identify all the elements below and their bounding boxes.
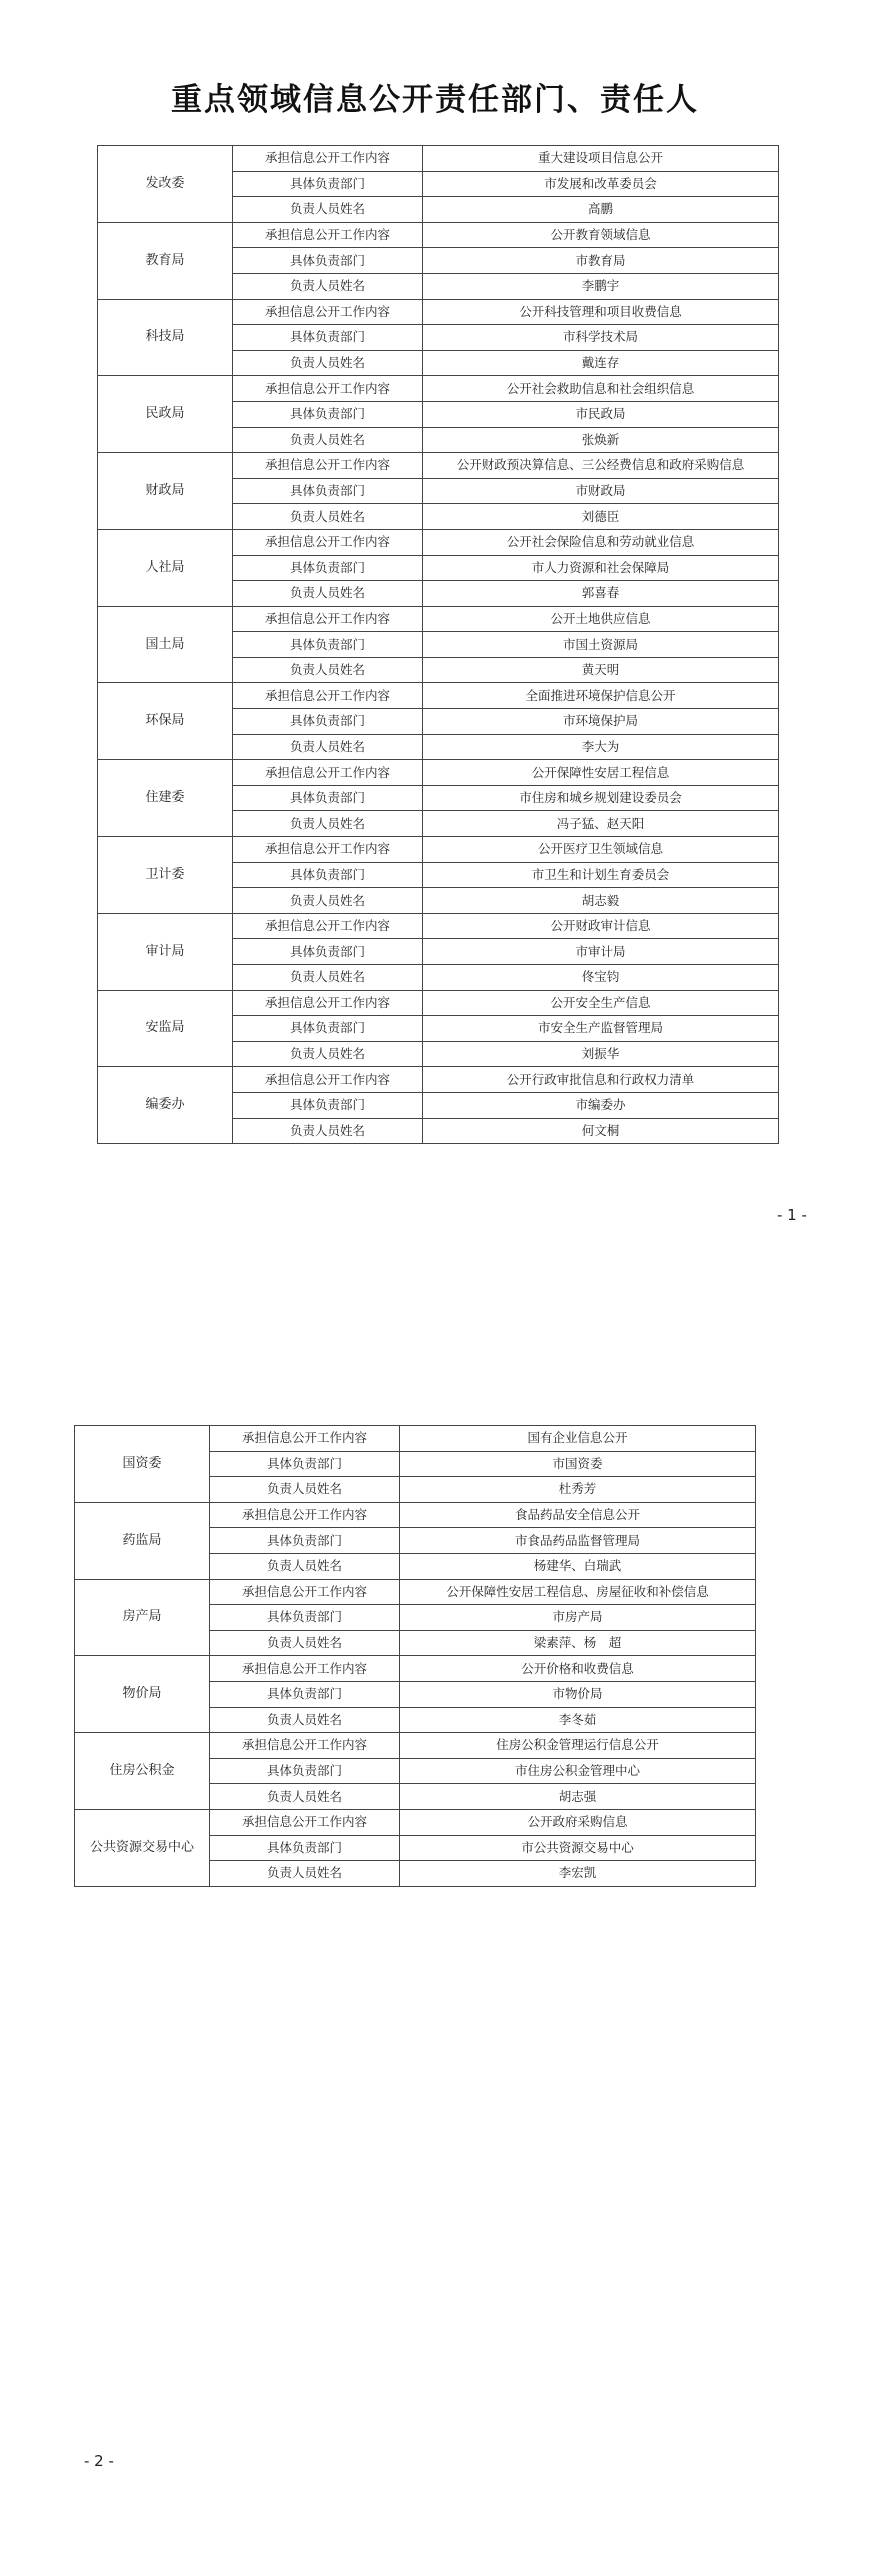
row-label-cell: 具体负责部门	[210, 1605, 400, 1631]
person-value-cell: 冯子猛、赵天阳	[423, 811, 779, 837]
row-label-cell: 承担信息公开工作内容	[233, 1067, 423, 1093]
responsibility-table-page-2	[74, 1425, 756, 1887]
person-value-cell: 胡志强	[400, 1784, 756, 1810]
department-value-cell: 市编委办	[423, 1092, 779, 1118]
row-label-cell: 具体负责部门	[233, 555, 423, 581]
content-value-cell: 公开财政预决算信息、三公经费信息和政府采购信息	[423, 453, 779, 479]
row-label-cell: 具体负责部门	[233, 1092, 423, 1118]
row-label-cell: 负责人员姓名	[233, 581, 423, 607]
page-number: - 2 -	[84, 2452, 114, 2470]
row-label-cell: 承担信息公开工作内容	[210, 1656, 400, 1682]
row-label-cell: 具体负责部门	[233, 171, 423, 197]
department-name-cell: 编委办	[98, 1067, 233, 1144]
table-row	[75, 1809, 756, 1835]
row-label-cell: 承担信息公开工作内容	[233, 683, 423, 709]
department-value-cell: 市房产局	[400, 1605, 756, 1631]
content-value-cell: 公开医疗卫生领域信息	[423, 837, 779, 863]
row-label-cell: 具体负责部门	[233, 632, 423, 658]
department-name-cell: 住建委	[98, 760, 233, 837]
department-name-cell: 药监局	[75, 1502, 210, 1579]
row-label-cell: 负责人员姓名	[233, 1118, 423, 1144]
row-label-cell: 承担信息公开工作内容	[233, 913, 423, 939]
row-label-cell: 负责人员姓名	[233, 273, 423, 299]
department-value-cell: 市人力资源和社会保障局	[423, 555, 779, 581]
page-number: - 1 -	[777, 1206, 807, 1224]
content-value-cell: 公开财政审计信息	[423, 913, 779, 939]
row-label-cell: 具体负责部门	[210, 1681, 400, 1707]
row-label-cell: 承担信息公开工作内容	[233, 990, 423, 1016]
row-label-cell: 承担信息公开工作内容	[210, 1733, 400, 1759]
person-value-cell: 刘德臣	[423, 504, 779, 530]
content-value-cell: 重大建设项目信息公开	[423, 146, 779, 172]
row-label-cell: 负责人员姓名	[233, 197, 423, 223]
row-label-cell: 具体负责部门	[233, 401, 423, 427]
person-value-cell: 李大为	[423, 734, 779, 760]
row-label-cell: 负责人员姓名	[233, 657, 423, 683]
department-name-cell: 国资委	[75, 1426, 210, 1503]
content-value-cell: 公开保障性安居工程信息	[423, 760, 779, 786]
document-title: 重点领域信息公开责任部门、责任人	[171, 82, 699, 118]
table-row	[98, 146, 779, 172]
person-value-cell: 何文桐	[423, 1118, 779, 1144]
table-row	[98, 913, 779, 939]
person-value-cell: 梁素萍、杨 超	[400, 1630, 756, 1656]
row-label-cell: 负责人员姓名	[233, 734, 423, 760]
table-row	[98, 990, 779, 1016]
row-label-cell: 承担信息公开工作内容	[210, 1579, 400, 1605]
content-value-cell: 食品药品安全信息公开	[400, 1502, 756, 1528]
content-value-cell: 公开行政审批信息和行政权力清单	[423, 1067, 779, 1093]
department-name-cell: 人社局	[98, 529, 233, 606]
row-label-cell: 具体负责部门	[233, 325, 423, 351]
department-name-cell: 环保局	[98, 683, 233, 760]
table-row	[75, 1656, 756, 1682]
department-name-cell: 房产局	[75, 1579, 210, 1656]
row-label-cell: 具体负责部门	[233, 709, 423, 735]
table-row	[75, 1579, 756, 1605]
table-row	[98, 299, 779, 325]
row-label-cell: 承担信息公开工作内容	[233, 376, 423, 402]
row-label-cell: 承担信息公开工作内容	[210, 1502, 400, 1528]
row-label-cell: 具体负责部门	[233, 478, 423, 504]
table-row	[98, 837, 779, 863]
department-value-cell: 市科学技术局	[423, 325, 779, 351]
row-label-cell: 负责人员姓名	[233, 504, 423, 530]
row-label-cell: 具体负责部门	[233, 1016, 423, 1042]
department-value-cell: 市国资委	[400, 1451, 756, 1477]
row-label-cell: 负责人员姓名	[233, 811, 423, 837]
department-name-cell: 教育局	[98, 222, 233, 299]
department-value-cell: 市食品药品监督管理局	[400, 1528, 756, 1554]
department-value-cell: 市环境保护局	[423, 709, 779, 735]
row-label-cell: 具体负责部门	[210, 1528, 400, 1554]
page-2	[0, 1230, 870, 2557]
content-value-cell: 公开科技管理和项目收费信息	[423, 299, 779, 325]
person-value-cell: 李宏凯	[400, 1861, 756, 1887]
department-value-cell: 市民政局	[423, 401, 779, 427]
row-label-cell: 承担信息公开工作内容	[233, 453, 423, 479]
responsibility-table-page-1	[97, 145, 779, 1144]
row-label-cell: 承担信息公开工作内容	[233, 222, 423, 248]
department-value-cell: 市公共资源交易中心	[400, 1835, 756, 1861]
department-name-cell: 国土局	[98, 606, 233, 683]
table-row	[98, 606, 779, 632]
department-name-cell: 公共资源交易中心	[75, 1809, 210, 1886]
table-row	[98, 453, 779, 479]
person-value-cell: 黄天明	[423, 657, 779, 683]
department-name-cell: 住房公积金	[75, 1733, 210, 1810]
row-label-cell: 具体负责部门	[210, 1835, 400, 1861]
content-value-cell: 国有企业信息公开	[400, 1426, 756, 1452]
department-name-cell: 安监局	[98, 990, 233, 1067]
department-value-cell: 市发展和改革委员会	[423, 171, 779, 197]
content-value-cell: 公开保障性安居工程信息、房屋征收和补偿信息	[400, 1579, 756, 1605]
person-value-cell: 杨建华、白瑞武	[400, 1553, 756, 1579]
row-label-cell: 承担信息公开工作内容	[233, 529, 423, 555]
row-label-cell: 承担信息公开工作内容	[210, 1809, 400, 1835]
person-value-cell: 胡志毅	[423, 888, 779, 914]
row-label-cell: 承担信息公开工作内容	[233, 299, 423, 325]
department-value-cell: 市住房公积金管理中心	[400, 1758, 756, 1784]
person-value-cell: 张焕新	[423, 427, 779, 453]
person-value-cell: 刘振华	[423, 1041, 779, 1067]
row-label-cell: 具体负责部门	[233, 939, 423, 965]
person-value-cell: 李冬茹	[400, 1707, 756, 1733]
department-value-cell: 市卫生和计划生育委员会	[423, 862, 779, 888]
person-value-cell: 李鹏宇	[423, 273, 779, 299]
row-label-cell: 负责人员姓名	[233, 888, 423, 914]
person-value-cell: 高鹏	[423, 197, 779, 223]
row-label-cell: 具体负责部门	[210, 1758, 400, 1784]
row-label-cell: 具体负责部门	[233, 248, 423, 274]
content-value-cell: 公开社会救助信息和社会组织信息	[423, 376, 779, 402]
department-name-cell: 卫计委	[98, 837, 233, 914]
content-value-cell: 公开政府采购信息	[400, 1809, 756, 1835]
table-row	[98, 529, 779, 555]
department-name-cell: 发改委	[98, 146, 233, 223]
department-value-cell: 市安全生产监督管理局	[423, 1016, 779, 1042]
content-value-cell: 公开社会保险信息和劳动就业信息	[423, 529, 779, 555]
department-value-cell: 市住房和城乡规划建设委员会	[423, 785, 779, 811]
person-value-cell: 郭喜春	[423, 581, 779, 607]
row-label-cell: 负责人员姓名	[233, 350, 423, 376]
table-row	[75, 1502, 756, 1528]
table-row	[75, 1733, 756, 1759]
department-value-cell: 市物价局	[400, 1681, 756, 1707]
row-label-cell: 承担信息公开工作内容	[233, 146, 423, 172]
department-name-cell: 审计局	[98, 913, 233, 990]
content-value-cell: 住房公积金管理运行信息公开	[400, 1733, 756, 1759]
row-label-cell: 具体负责部门	[210, 1451, 400, 1477]
table-row	[98, 376, 779, 402]
row-label-cell: 负责人员姓名	[210, 1784, 400, 1810]
row-label-cell: 具体负责部门	[233, 785, 423, 811]
department-name-cell: 民政局	[98, 376, 233, 453]
department-value-cell: 市财政局	[423, 478, 779, 504]
table-row	[75, 1426, 756, 1452]
person-value-cell: 佟宝钧	[423, 965, 779, 991]
row-label-cell: 承担信息公开工作内容	[210, 1426, 400, 1452]
row-label-cell: 具体负责部门	[233, 862, 423, 888]
content-value-cell: 全面推进环境保护信息公开	[423, 683, 779, 709]
row-label-cell: 负责人员姓名	[233, 427, 423, 453]
department-value-cell: 市教育局	[423, 248, 779, 274]
row-label-cell: 负责人员姓名	[210, 1861, 400, 1887]
row-label-cell: 承担信息公开工作内容	[233, 760, 423, 786]
content-value-cell: 公开价格和收费信息	[400, 1656, 756, 1682]
row-label-cell: 承担信息公开工作内容	[233, 837, 423, 863]
table-row	[98, 222, 779, 248]
content-value-cell: 公开教育领域信息	[423, 222, 779, 248]
department-value-cell: 市国土资源局	[423, 632, 779, 658]
table-row	[98, 1067, 779, 1093]
table-row	[98, 683, 779, 709]
person-value-cell: 戴连存	[423, 350, 779, 376]
page-1	[0, 0, 870, 1230]
table-row	[98, 760, 779, 786]
row-label-cell: 负责人员姓名	[233, 1041, 423, 1067]
person-value-cell: 杜秀芳	[400, 1477, 756, 1503]
row-label-cell: 负责人员姓名	[210, 1553, 400, 1579]
row-label-cell: 承担信息公开工作内容	[233, 606, 423, 632]
department-name-cell: 物价局	[75, 1656, 210, 1733]
row-label-cell: 负责人员姓名	[210, 1477, 400, 1503]
content-value-cell: 公开安全生产信息	[423, 990, 779, 1016]
row-label-cell: 负责人员姓名	[210, 1707, 400, 1733]
department-name-cell: 财政局	[98, 453, 233, 530]
department-name-cell: 科技局	[98, 299, 233, 376]
content-value-cell: 公开土地供应信息	[423, 606, 779, 632]
row-label-cell: 负责人员姓名	[233, 965, 423, 991]
row-label-cell: 负责人员姓名	[210, 1630, 400, 1656]
department-value-cell: 市审计局	[423, 939, 779, 965]
